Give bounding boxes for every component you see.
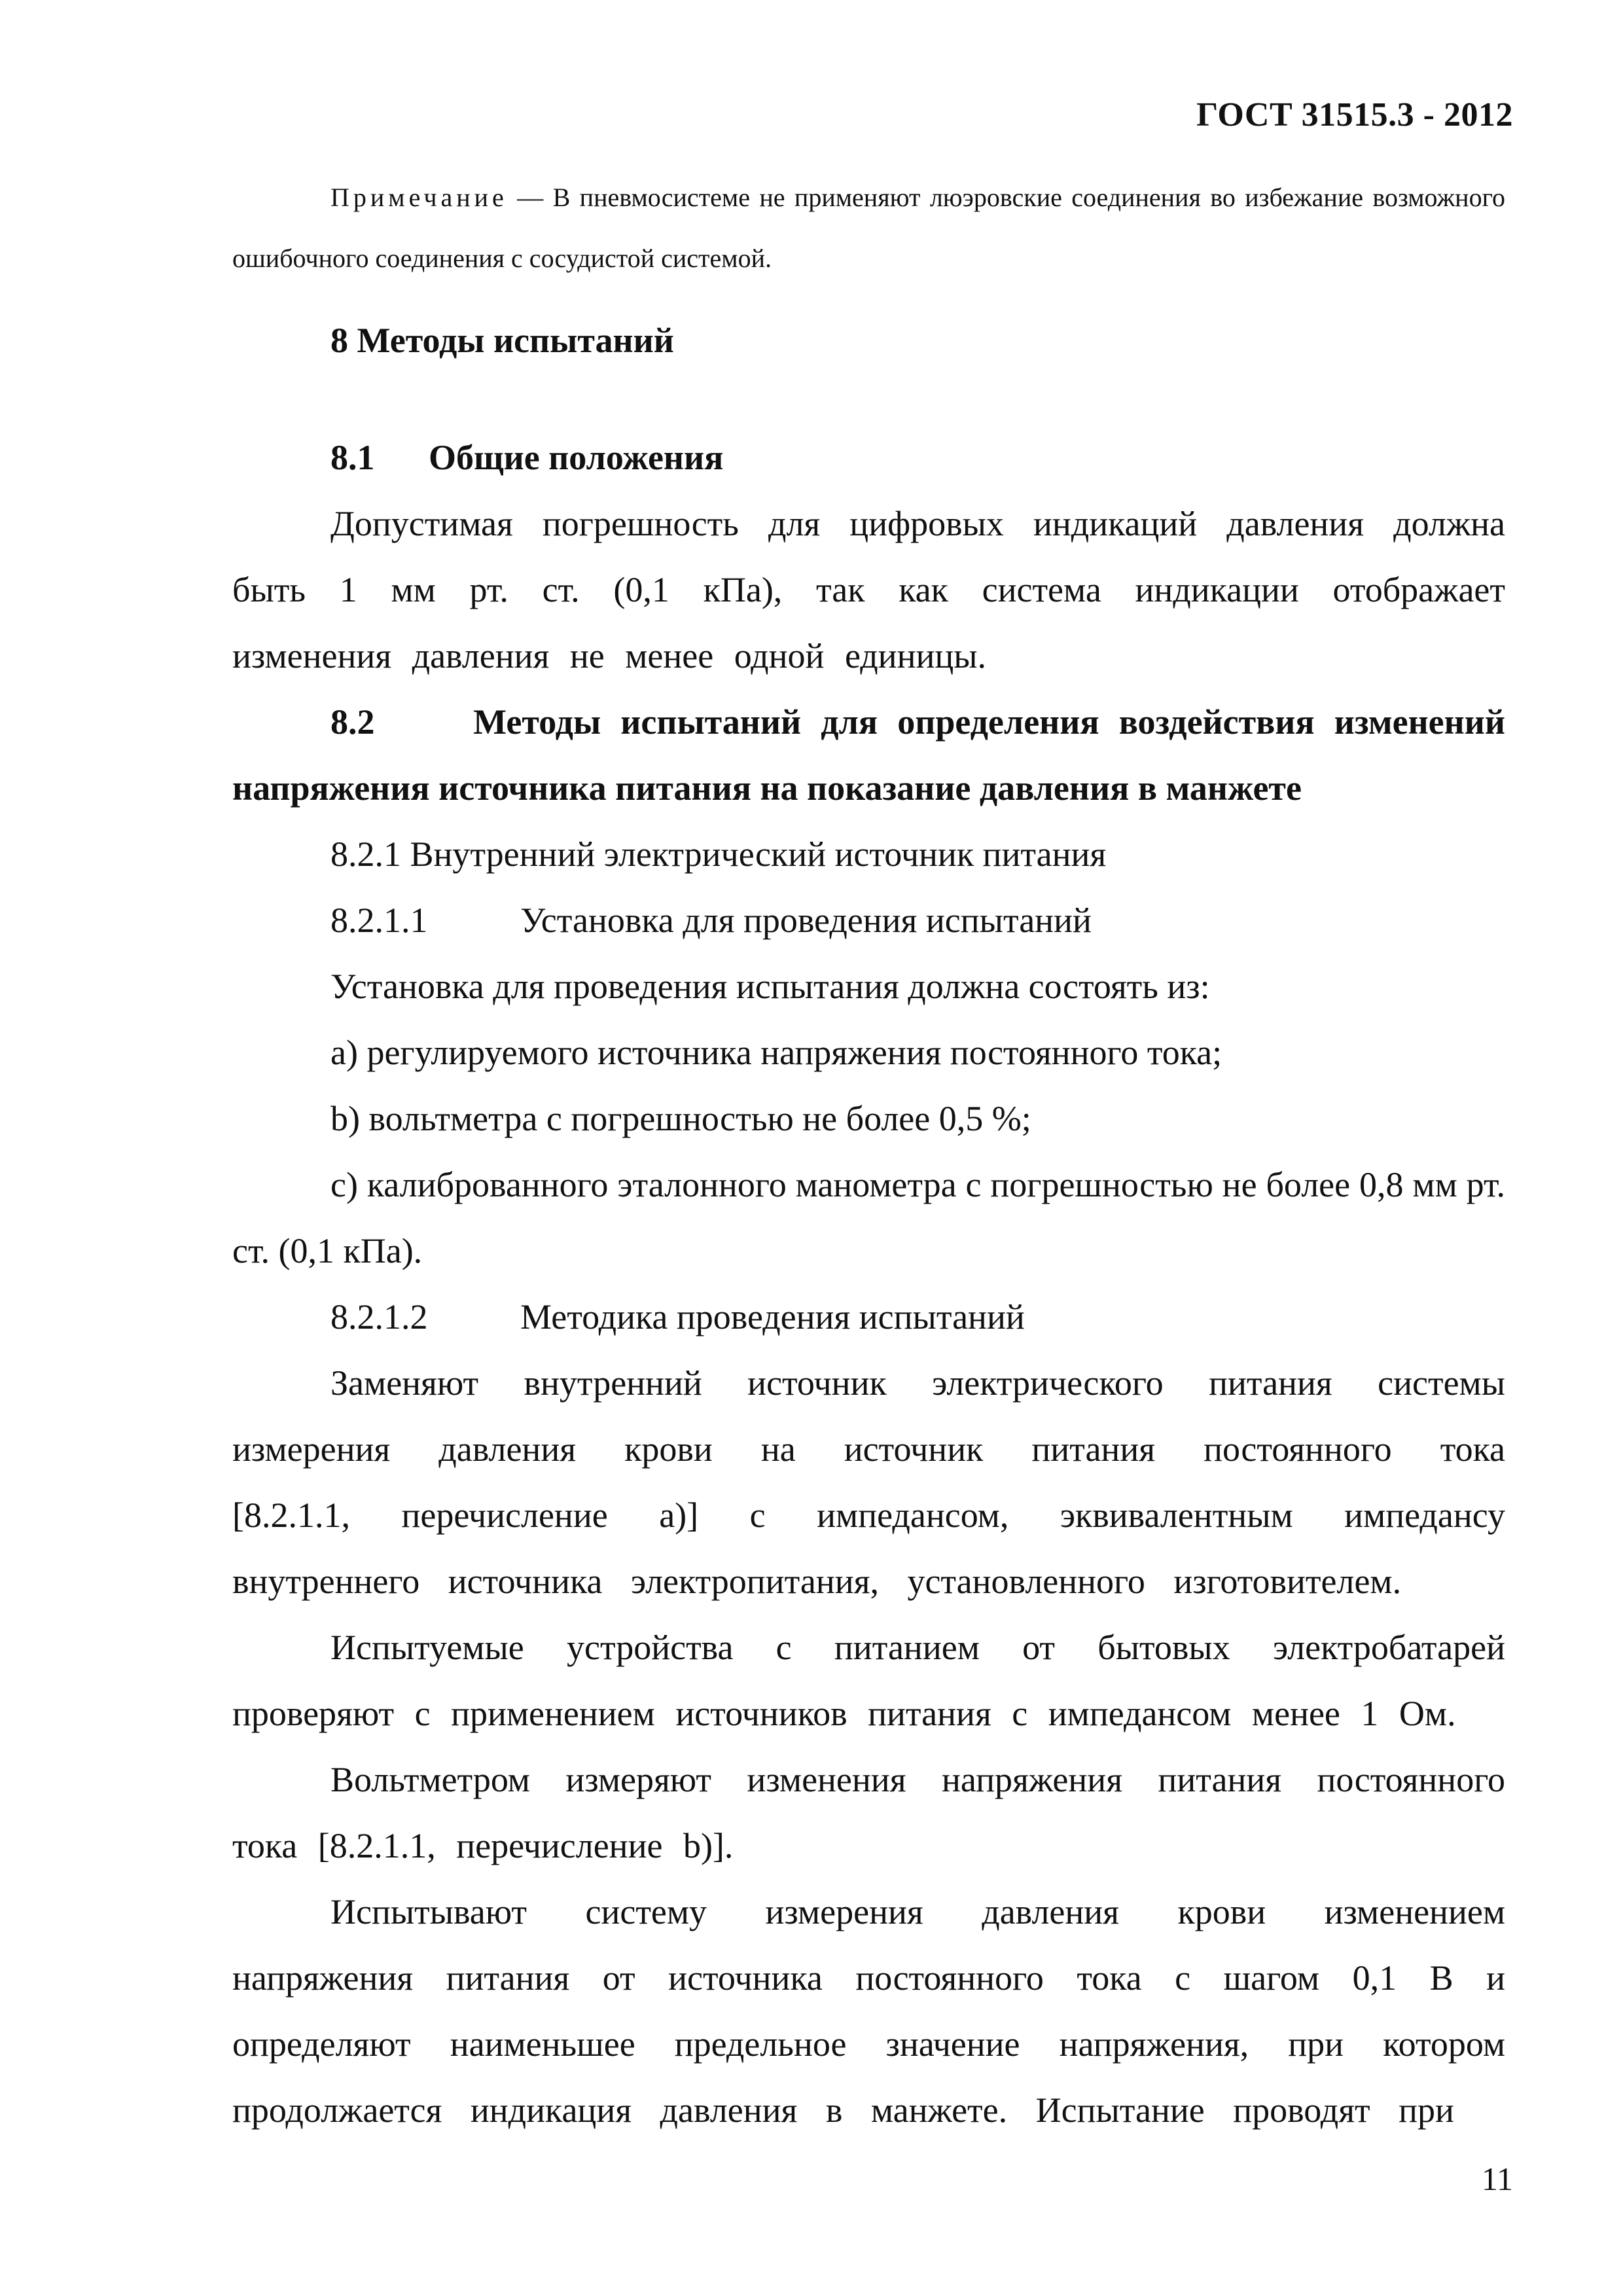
setup-item-a: a) регулируемого источника напряжения постоянного тока; xyxy=(330,1033,1222,1072)
method-paragraph-3: Вольтметром измеряют изменения напряжения питания постоянного тока [8.2.1.1, перечисление b)]. xyxy=(232,1760,1505,1865)
section-8-2-heading xyxy=(232,689,1505,821)
section-8-1-heading xyxy=(232,425,1505,491)
method-paragraph-2: Испытуемые устройства с питанием от бытовых электробатарей проверяют с применением источников питания с импедансом менее 1 Ом. xyxy=(232,1628,1505,1733)
section-8-1-number: 8.1 xyxy=(330,438,375,477)
section-8-2-1-title: 8.2.1 Внутренний электрический источник питания xyxy=(330,834,1107,874)
note-label: Примечание xyxy=(330,183,508,212)
section-8-2-1-1-heading xyxy=(232,888,1505,954)
note-paragraph xyxy=(232,167,1505,289)
section-8-1-paragraph: Допустимая погрешность для цифровых индикаций давления должна быть 1 мм рт. ст. (0,1 кПа), так как система индикации отображает изменения давления не менее одной единицы. xyxy=(232,504,1505,675)
section-8-2-1-2-title: Методика проведения испытаний xyxy=(520,1297,1025,1336)
section-8-2-1-1-number: 8.2.1.1 xyxy=(330,901,428,940)
method-paragraph-4: Испытывают систему измерения давления крови изменением напряжения питания от источника постоянного тока с шагом 0,1 В и определяют наименьшее предельное значение напряжения, при котором продолжается индикация давления в манжете. Испытание проводят при xyxy=(232,1892,1505,2130)
method-paragraph-1: Заменяют внутренний источник электрического питания системы измерения давления крови на источник питания постоянного тока [8.2.1.1, перечисление а)] с импедансом, эквивалентным импедансу внутреннего источника электропитания, установленного изготовителем. xyxy=(232,1363,1505,1601)
section-8-2-title: Методы испытаний для определения воздействия изменений напряжения источника питания на показание давления в манжете xyxy=(232,702,1505,808)
page-number: 11 xyxy=(1481,2161,1513,2197)
setup-item-b: b) вольтметра с погрешностью не более 0,5 %; xyxy=(330,1099,1031,1138)
section-8-2-number: 8.2 xyxy=(330,702,375,742)
setup-item-c: c) калиброванного эталонного манометра с погрешностью не более 0,8 мм рт. ст. (0,1 кПа). xyxy=(232,1165,1505,1270)
section-8-title: 8 Методы испытаний xyxy=(330,321,674,360)
section-8-2-1-2-number: 8.2.1.2 xyxy=(330,1297,428,1336)
setup-intro: Установка для проведения испытания должна состоять из: xyxy=(330,967,1210,1006)
section-8-1-title: Общие положения xyxy=(429,438,724,477)
standard-code: ГОСТ 31515.3 - 2012 xyxy=(1196,96,1513,134)
document-body xyxy=(232,308,1505,2144)
section-8-2-1-2-heading xyxy=(232,1284,1505,1350)
note-text: — В пневмосистеме не применяют люэровские соединения во избежание возможного ошибочного соединения с сосудистой системой. xyxy=(232,183,1505,273)
section-8-2-1-1-title: Установка для проведения испытаний xyxy=(520,901,1092,940)
